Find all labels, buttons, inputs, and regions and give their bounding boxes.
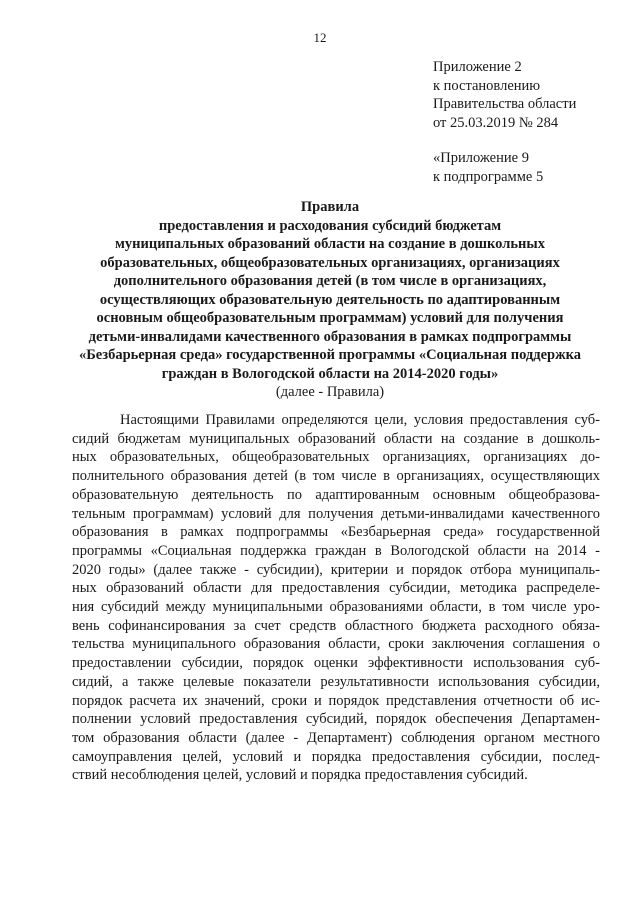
paragraph-line: ствий несоблюдения целей, условий и порядка предоставления субсидий.	[72, 767, 528, 784]
paragraph-line: ных образований области для предоставления субсидии, методика распределе-	[72, 580, 600, 597]
title-heading: Правила	[300, 199, 360, 215]
paragraph-line: ных образовательных, общеобразовательных организациях, организациях до-	[72, 449, 600, 466]
appendix-line: от 25.03.2019 № 284	[433, 114, 559, 131]
paragraph-line: ния субсидий между муниципальными образованиями области, в том числе уро-	[72, 599, 600, 616]
appendix-line: «Приложение 9	[433, 150, 529, 166]
title-line: муниципальных образований области на создание в дошкольных	[115, 236, 545, 252]
title-line: «Безбарьерная среда» государственной программы «Социальная поддержка	[78, 347, 582, 363]
title-line: граждан в Вологодской области на 2014-2020 годы»	[161, 365, 499, 382]
title-note: (далее - Правила)	[275, 384, 385, 400]
title-line: основным общеобразовательным программам) условий для получения	[96, 310, 564, 326]
paragraph-line: предоставлении субсидии, порядок оценки эффективности использования суб-	[72, 655, 600, 672]
paragraph-line: Настоящими Правилами определяются цели, условия предоставления суб-	[120, 412, 600, 428]
appendix-line: Приложение 2	[433, 59, 522, 75]
title-line: образовательных, общеобразовательных организациях, организациях	[100, 254, 560, 271]
paragraph-line: том образования области (далее - Департамент) соблюдения органом местного	[72, 729, 600, 746]
appendix-line: Правительства области	[433, 96, 577, 112]
paragraph-line: программы «Социальная поддержка граждан в Вологодской области на 2014 -	[72, 542, 600, 559]
paragraph-line: вень софинансирования за счет средств областного бюджета расходного обяза-	[72, 617, 600, 634]
body-paragraph	[72, 411, 600, 785]
paragraph-line: полнительного образования детей (в том числе в организациях, осуществляющих	[72, 468, 600, 485]
paragraph-line: тельным программам) условий для получения детьми-инвалидами качественного	[72, 505, 600, 522]
page-number: 12	[313, 30, 327, 45]
paragraph-line: полнении условий предоставления субсидий, порядок обеспечения Департамен-	[72, 711, 600, 728]
paragraph-line: сидий бюджетам муниципальных образований области на создание в дошколь-	[72, 430, 600, 447]
paragraph-line: образования в рамках подпрограммы «Безбарьерная среда» государственной	[72, 524, 600, 541]
paragraph-line: 2020 годы» (далее также - субсидии), критерии и порядок отбора муниципаль-	[72, 561, 600, 578]
paragraph-line: образовательную деятельность по адаптированным основным общеобразова-	[72, 486, 600, 503]
document-title	[60, 198, 600, 402]
title-line: дополнительного образования детей (в том числе в организациях,	[113, 273, 547, 289]
subprogram-appendix-block	[433, 149, 543, 186]
paragraph-line: тельства муниципального образования области, сроки заключения соглашения о	[72, 636, 600, 653]
appendix-reference-block	[433, 58, 576, 132]
paragraph-line: самоуправления целей, условий и порядка предоставления субсидии, послед-	[72, 748, 600, 765]
title-line: предоставления и расходования субсидий бюджетам	[158, 217, 502, 234]
paragraph-line: сидий, а также целевые показатели результативности использования субсидии,	[72, 673, 600, 690]
appendix-line: к подпрограмме 5	[433, 168, 544, 185]
appendix-line: к постановлению	[433, 77, 541, 94]
title-line: детьми-инвалидами качественного образования в рамках подпрограммы	[88, 328, 572, 345]
title-line: осуществляющих образовательную деятельность по адаптированным	[99, 291, 561, 308]
paragraph-line: порядок расчета их значений, сроки и порядок представления отчетности об ис-	[72, 692, 600, 709]
